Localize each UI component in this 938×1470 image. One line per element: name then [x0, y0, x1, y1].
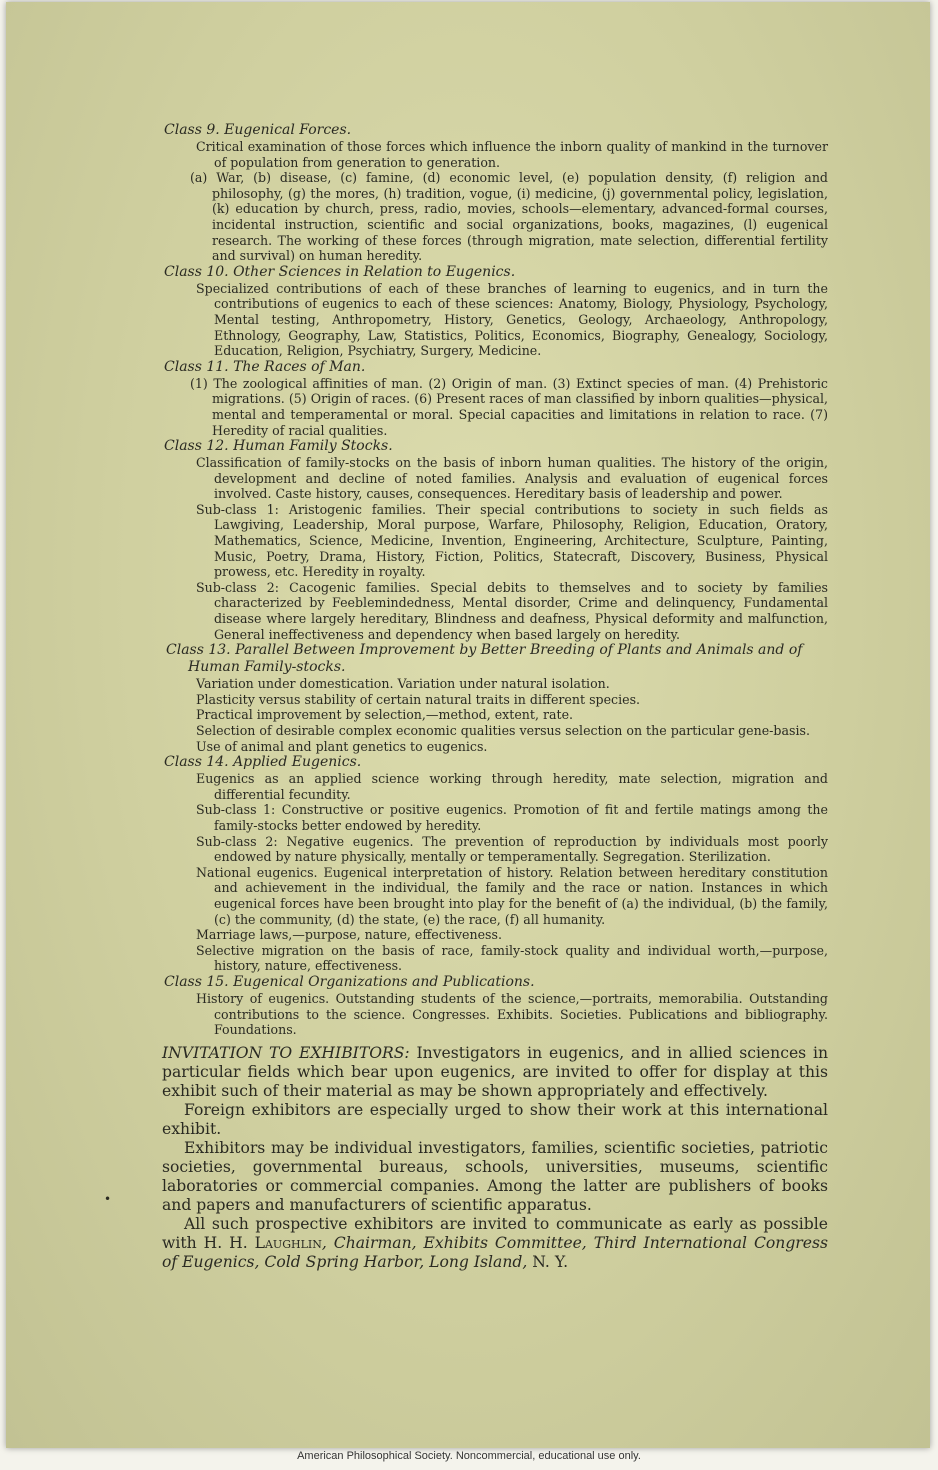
class-paragraph: (1) The zoological affinities of man. (2) Origin of man. (3) Extinct species of man. (4) Prehistoric migrations. (5) Origin of races. (6) Present races of man classified by inborn qualities—physical, mental and temperamental or moral. Special capacities and limitations in relation to race. (7) Heredity of racial qualities.: [190, 375, 828, 438]
invitation-paragraph-3: Exhibitors may be individual investigators, families, scientific societies, patriotic societies, governmental bureaus, schools, universities, museums, scientific laboratories or commercial companies. Among the latter are publishers of books and papers and manufacturers of scientific apparatus.: [162, 1138, 828, 1214]
class-paragraph: Marriage laws,—purpose, nature, effectiveness.: [196, 927, 502, 943]
document-content: [162, 122, 828, 1272]
class-paragraph: Eugenics as an applied science working through heredity, mate selection, migration and differential fecundity.: [196, 771, 828, 802]
class-heading: Class 15. Eugenical Organizations and Publications.: [164, 973, 535, 990]
footer-credit: American Philosophical Society. Noncommercial, educational use only.: [297, 1450, 641, 1462]
chairman-name: H. H. Laughlin: [203, 1233, 322, 1252]
chairman-role: , Chairman, Exhibits Committee, Third International Congress of Eugenics, Cold Spring Harbor, Long Island,: [162, 1233, 828, 1271]
class-paragraph: Practical improvement by selection,—method, extent, rate.: [196, 707, 574, 723]
invitation-title: INVITATION TO EXHIBITORS:: [162, 1043, 410, 1062]
class-paragraph: Sub-class 2: Negative eugenics. The prevention of reproduction by individuals most poorly endowed by nature physically, mentally or temperamentally. Segregation. Sterilization.: [196, 833, 828, 865]
invitation-section: [162, 1044, 828, 1272]
invitation-paragraph-2: Foreign exhibitors are especially urged to show their work at this international exhibit.: [162, 1100, 828, 1138]
class-heading: Class 13. Parallel Between Improvement by Better Breeding of Plants and Animals and of Human Family-stocks.: [166, 642, 803, 676]
class-paragraph: Selection of desirable complex economic qualities versus selection on the particular gene-basis.: [196, 723, 810, 738]
class-heading: Class 14. Applied Eugenics.: [164, 754, 362, 771]
class-13: [162, 642, 828, 754]
class-paragraph: Specialized contributions of each of these branches of learning to eugenics, and in turn the contributions of eugenics to each of these sciences: Anatomy, Biology, Physiology, Psychology, Mental testing, Anthropometry, History, Genetics, Geology, Archaeology, Anthropology, Ethnology, Geography, Law, Statistics, Politics, Economics, Biography, Genealogy, Sociology, Education, Religion, Psychiatry, Surgery, Medicine.: [196, 280, 828, 359]
class-paragraph: National eugenics. Eugenical interpretation of history. Relation between hereditary constitution and achievement in the individual, the family and the race or nation. Instances in which eugenical forces have been brought into play for the benefit of (a) the individual, (b) the family, (c) the community, (d) the state, (e) the race, (f) all humanity.: [196, 864, 828, 927]
class-heading: Class 9. Eugenical Forces.: [164, 122, 352, 138]
class-paragraph: History of eugenics. Outstanding students of the science,—portraits, memorabilia. Outstanding contributions to the science. Congresses. Exhibits. Societies. Publications and bibliography. Foundations.: [196, 990, 828, 1038]
class-heading: Class 11. The Races of Man.: [164, 358, 366, 375]
address-end: N. Y.: [532, 1252, 569, 1271]
class-heading: Class 12. Human Family Stocks.: [164, 438, 393, 455]
class-14: [162, 754, 828, 974]
class-15: [162, 974, 828, 1038]
invitation-lead: All such prospective exhibitors are invited to communicate as early as possible with: [162, 1214, 828, 1252]
class-paragraph: (a) War, (b) disease, (c) famine, (d) economic level, (e) population density, (f) religion and philosophy, (g) the mores, (h) tradition, vogue, (i) medicine, (j) governmental policy, legislation, (k) education by church, press, radio, movies, schools—elementary, advanced-formal courses, incidental instruction, scientific and social organizations, books, magazines, (l) eugenical research. The working of these forces (through migration, mate selection, differential fertility and survival) on human heredity.: [190, 170, 828, 264]
class-12: [162, 438, 828, 642]
class-paragraph: Variation under domestication. Variation under natural isolation.: [196, 676, 610, 692]
class-heading: Class 10. Other Sciences in Relation to Eugenics.: [164, 263, 516, 280]
invitation-paragraph-1: [162, 1044, 828, 1101]
class-11: [162, 359, 828, 438]
margin-mark: •: [104, 1192, 112, 1206]
class-paragraph: Sub-class 2: Cacogenic families. Special debits to themselves and to society by families characterized by Feeblemindedness, Mental disorder, Crime and delinquency, Fundamental disease where largely hereditary, Blindness and deafness, Physical deformity and malfunction, General ineffectiveness and dependency when based largely on heredity.: [196, 579, 828, 642]
class-paragraph: Classification of family-stocks on the basis of inborn human qualities. The history of the origin, development and decline of noted families. Analysis and evaluation of eugenical forces involved. Caste history, causes, consequences. Hereditary basis of leadership and power.: [196, 455, 828, 502]
invitation-text: Investigators in eugenics, and in allied sciences in particular fields which bear upon eugenics, are invited to offer for display at this exhibit such of their material as may be shown appropriately and effectively.: [162, 1043, 828, 1100]
class-paragraph: Plasticity versus stability of certain natural traits in different species.: [196, 691, 641, 707]
class-paragraph: Sub-class 1: Aristogenic families. Their special contributions to society in such fields as Lawgiving, Leadership, Moral purpose, Warfare, Philosophy, Religion, Education, Oratory, Mathematics, Science, Medicine, Invention, Engineering, Architecture, Sculpture, Painting, Music, Poetry, Drama, History, Fiction, Politics, Statecraft, Discovery, Business, Physical prowess, etc. Heredity in royalty.: [196, 501, 828, 580]
document-page: [6, 2, 930, 1448]
class-paragraph: Sub-class 1: Constructive or positive eugenics. Promotion of fit and fertile matings among the family-stocks better endowed by heredity.: [196, 802, 828, 833]
class-paragraph: Use of animal and plant genetics to eugenics.: [196, 738, 488, 754]
invitation-paragraph-4: [162, 1215, 828, 1272]
class-10: [162, 264, 828, 359]
class-9: [162, 122, 828, 264]
class-paragraph: Critical examination of those forces which influence the inborn quality of mankind in the turnover of population from generation to generation.: [196, 139, 828, 170]
class-paragraph: Selective migration on the basis of race, family-stock quality and individual worth,—purpose, history, nature, effectiveness.: [196, 942, 828, 974]
